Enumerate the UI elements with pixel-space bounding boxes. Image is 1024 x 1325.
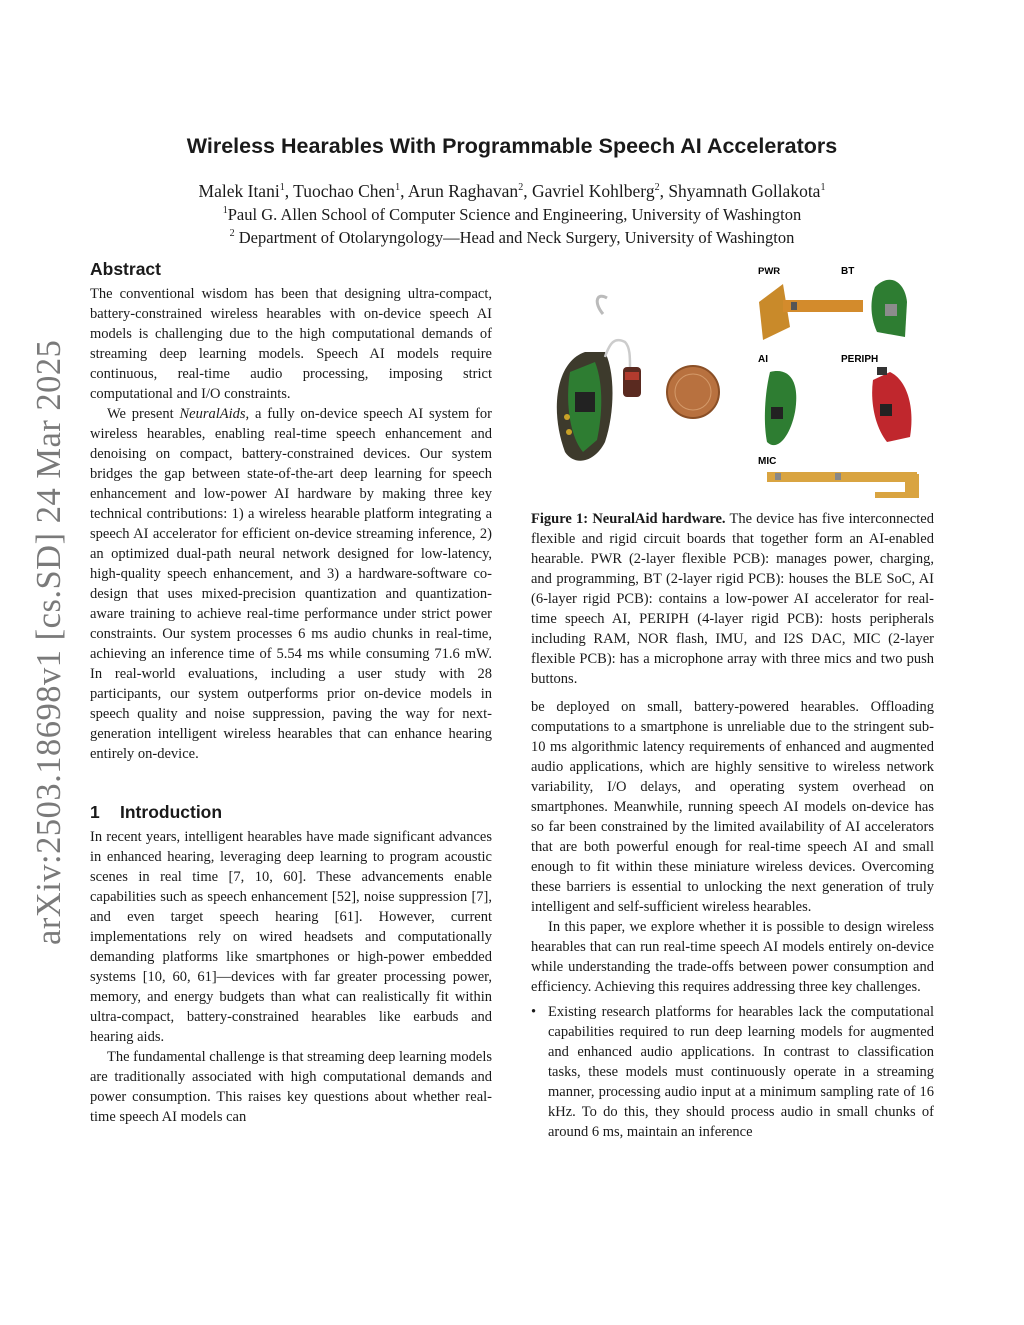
affiliation-text: Paul G. Allen School of Computer Science and Engineering, University of Washington <box>227 205 802 224</box>
author-affiliation-mark: 2 <box>518 182 524 193</box>
pwr-board <box>759 284 863 340</box>
author-name: Malek Itani <box>198 181 280 201</box>
figure-caption <box>531 509 934 689</box>
ai-board <box>765 371 796 445</box>
hardware-figure <box>545 262 935 502</box>
intro-paragraph-continued: be deployed on small, battery-powered hearables. Offloading computations to a smartphone is unreliable due to the stringent sub-10 ms algorithmic latency requirements of enhanced and augmented audio applications, which are highly sensitive to wireless network variability, I/O delays, and operating system overhead on smartphones. Meanwhile, running speech AI models on-device has so far been constrained by the limited availability of AI accelerators that are both powerful enough for real-time speech AI and small enough to fit within these miniature wireless devices. Overcoming these barriers is essential to unlocking the next generation of truly intelligent and self-sufficient wireless hearables. <box>531 699 934 915</box>
system-name-emphasis: NeuralAids, <box>179 406 250 422</box>
bullet-icon: • <box>531 1004 537 1020</box>
left-column <box>90 259 492 1127</box>
author-name: Shyamnath Gollakota <box>668 181 821 201</box>
assembled-hearable <box>557 296 613 461</box>
arxiv-identifier: arXiv:2503.18698v1 [cs.SD] 24 Mar 2025 <box>30 339 68 945</box>
figure-caption-text: The device has five interconnected flexible and rigid circuit boards that together form an AI-enabled hearable. PWR (2-layer flexible PCB): manages power, charging, and programming, BT (2-layer rigid PCB): houses the BLE SoC, AI (6-layer rigid PCB): contains a low-power AI accelerator for real-time speech AI, PERIPH (4-layer rigid PCB): hosts peripherals including RAM, NOR flash, IMU, and I2S DAC, MIC (2-layer flexible PCB): has a microphone array with three mics and two push buttons. <box>531 511 934 687</box>
mic-label: MIC <box>758 456 777 467</box>
bt-label: BT <box>841 266 855 277</box>
author-affiliation-mark: 1 <box>395 182 401 193</box>
mic-board <box>767 472 919 498</box>
section-title: Introduction <box>120 802 223 822</box>
introduction-heading <box>90 802 492 823</box>
abstract-text: a fully on-device speech AI system for wireless hearables, enabling real-time speech enhancement and denoising on compact, battery-constrained devices. Our system bridges the gap between state-of-the-art deep learning for speech enhancement and low-power AI hardware by making three key technical contributions: 1) a wireless hearable platform integrating a speech AI accelerator for efficient on-device streaming inference, 2) an optimized dual-path neural network designed for low-latency, high-quality speech enhancement, and 3) a hardware-software co-design that uses mixed-precision quantization and quantization-aware training to achieve real-time performance under strict power constraints. Our system processes 6 ms audio chunks in real-time, achieving an inference time of 5.54 ms while consuming 71.6 mW. In real-world evaluations, including a user study with 28 participants, our system outperforms prior on-device models in speech quality and noise suppression, paving the way for next-generation intelligent wireless hearables that can enhance hearing entirely on-device. <box>90 406 492 762</box>
periph-board <box>872 367 911 442</box>
section-number: 1 <box>90 802 100 822</box>
author-name: Tuochao Chen <box>293 181 396 201</box>
affiliation-number: 1 <box>222 205 228 216</box>
bullet-text: Existing research platforms for hearables lack the computational capabilities required to run deep learning models for augmented and enhanced audio applications. In contrast to classification tasks, these models must continuously operate in a streaming manner, processing audio input at a minimum sampling rate of 16 kHz. To do this, they should process audio in small chunks of around 6 ms, maintain an inference <box>548 1004 934 1140</box>
affiliation-2 <box>0 228 1024 248</box>
author-affiliation-mark: 1 <box>820 182 826 193</box>
abstract-paragraph-2 <box>90 404 492 764</box>
figure-caption-label: Figure 1: NeuralAid hardware. <box>531 511 726 527</box>
abstract-text: We present <box>107 406 180 422</box>
abstract-paragraph-1: The conventional wisdom has been that designing ultra-compact, battery-constrained wireless hearables with on-device speech AI models is challenging due to the high computational demands of streaming deep learning models. Speech AI models require continuous, real-time audio processing, imposing strict computational and I/O constraints. <box>90 286 492 402</box>
author-name: Arun Raghavan <box>407 181 519 201</box>
intro-paragraph-2: The fundamental challenge is that streaming deep learning models are traditionally associated with high computational demands and power consumption. This raises key questions about whether real-time speech AI models can <box>90 1049 492 1125</box>
right-column <box>531 697 934 1142</box>
author-list: Malek Itani$^1$, Tuochao Chen$^1$, Arun Raghavan$^2$, Gavriel Kohlberg$^2$, Shyamnath Gollakota$^1$ <box>198 181 826 201</box>
paper-title: Wireless Hearables With Programmable Speech AI Accelerators <box>186 134 838 158</box>
author-affiliation-mark: 1 <box>279 182 285 193</box>
author-name: Gavriel Kohlberg <box>531 181 655 201</box>
affiliation-1 <box>0 205 1024 225</box>
ai-label: AI <box>758 354 768 365</box>
periph-label: PERIPH <box>841 354 879 365</box>
affiliation-number: 2 <box>229 228 235 239</box>
list-item <box>531 1002 934 1142</box>
abstract-heading: Abstract <box>90 259 161 279</box>
bt-board <box>871 280 907 337</box>
author-affiliation-mark: 2 <box>654 182 660 193</box>
hardware-photo-illustration <box>545 262 935 502</box>
pwr-label: PWR <box>758 266 781 277</box>
intro-paragraph-1: In recent years, intelligent hearables have made significant advances in enhanced hearing, leveraging deep learning to program acoustic scenes in real time [7, 10, 60]. These advancements enable capabilities such as speech enhancement [52], noise suppression [7], and even target speech hearing [61]. However, current implementations rely on wired headsets and computationally demanding platforms like smartphones or high-power embedded systems [10, 60, 61]—devices with far greater processing power, memory, and energy budgets than what can realistically fit within ultra-compact, battery-constrained hearables like earbuds and hearing aids. <box>90 829 492 1045</box>
affiliation-text: Department of Otolaryngology—Head and Neck Surgery, University of Washington <box>234 228 795 247</box>
intro-paragraph-3: In this paper, we explore whether it is possible to design wireless hearables that can run real-time speech AI models entirely on-device while understanding the trade-offs between power consumption and efficiency. Achieving this requires addressing three key challenges. <box>531 919 934 995</box>
